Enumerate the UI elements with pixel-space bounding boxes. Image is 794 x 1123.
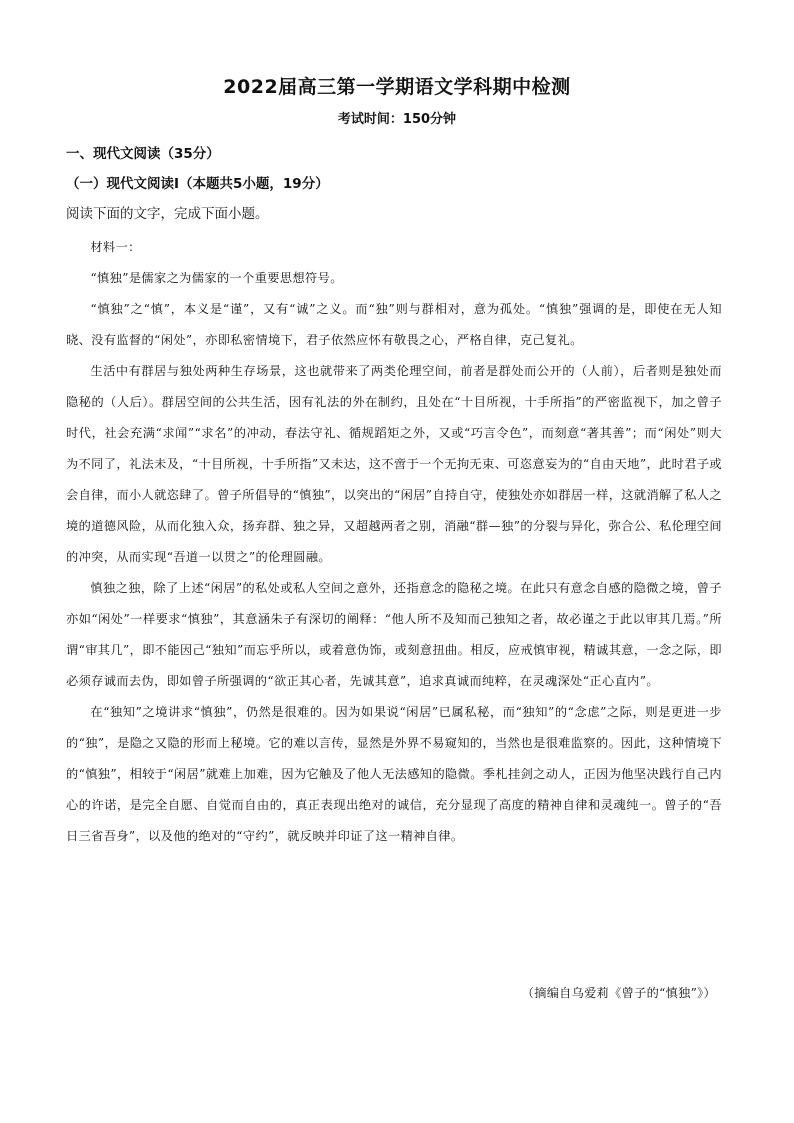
material-body	[66, 232, 722, 852]
paragraph: “慎独”之“慎”，本义是“谨”，又有“诚”之义。而“独”则与群相对，意为孤处。“慎独”强调的是，即使在无人知晓、没有监督的“闲处”，亦即私密情境下，君子依然应怀有敬畏之心，严格自律，克己复礼。	[66, 302, 722, 347]
subsection-heading: （一）现代文阅读Ⅰ（本题共5小题，19分）	[66, 176, 329, 192]
instruction-text: 阅读下面的文字，完成下面小题。	[66, 206, 269, 222]
material-label: 材料一：	[90, 240, 141, 254]
paragraph: “慎独”是儒家之为儒家的一个重要思想符号。	[90, 271, 343, 285]
exam-time: 考试时间：150分钟	[337, 112, 457, 127]
paragraph: 生活中有群居与独处两种生存场景，这也就带来了两类伦理空间，前者是群处而公开的（人前），后者则是独处而隐秘的（人后）。群居空间的公共生活，因有礼法的外在制约，且处在“十目所视，十手所指”的严密监视下，加之曾子时代，社会充满“求闻”“求名”的冲动，春法守礼、循规蹈矩之外，又或“巧言令色”，而刻意“著其善”；而“闲处”则大为不同了，礼法未及，“十目所视，十手所指”又未达，这不啻于一个无拘无束、可恣意妄为的“自由天地”，此时君子或会自律，而小人就恣肆了。曾子所倡导的“慎独”，以突出的“闲居”自持自守，使独处亦如群居一样，这就消解了私人之境的道德风险，从而化独入众，扬弃群、独之异，又超越两者之别，消融“群—独”的分裂与异化，弥合公、私伦理空间的冲突，从而实现“吾道一以贯之”的伦理圆融。	[66, 364, 722, 564]
section-heading: 一、现代文阅读（35分）	[66, 146, 220, 162]
source-citation: （摘编自乌爱莉《曾子的“慎独”》）	[521, 986, 716, 1000]
exam-title: 2022届高三第一学期语文学科期中检测	[223, 76, 571, 98]
paragraph: 在“独知”之境讲求“慎独”，仍然是很难的。因为如果说“闲居”已属私秘，而“独知”的“念虑”之际，则是更进一步的“独”，是隐之又隐的形而上秘境。它的难以言传，显然是外界不易窥知的，当然也是很难监察的。因此，这种情境下的“慎独”，相较于“闲居”就难上加难，因为它触及了他人无法感知的隐微。季札挂剑之动人，正因为他坚决践行自己内心的许诺，是完全自愿、自觉而自由的，真正表现出绝对的诚信，充分显现了高度的精神自律和灵魂纯一。曾子的“吾日三省吾身”，以及他的绝对的“守约”，就反映并印证了这一精神自律。	[66, 705, 722, 843]
paragraph: 慎独之独，除了上述“闲居”的私处或私人空间之意外，还指意念的隐秘之境。在此只有意念自感的隐微之境，曾子亦如“闲处”一样要求“慎独”，其意涵朱子有深切的阐释：“他人所不及知而己独知之者，故必谨之于此以审其几焉。”所谓“审其几”，即不能因己“独知”而忘乎所以，或着意伪饰，或刻意扭曲。相反，应戒慎审视，精诚其意，一念之际，即必须存诚而去伪，即如曾子所强调的“欲正其心者，先诚其意”，追求真诚而纯粹，在灵魂深处“正心直内”。	[66, 581, 722, 688]
